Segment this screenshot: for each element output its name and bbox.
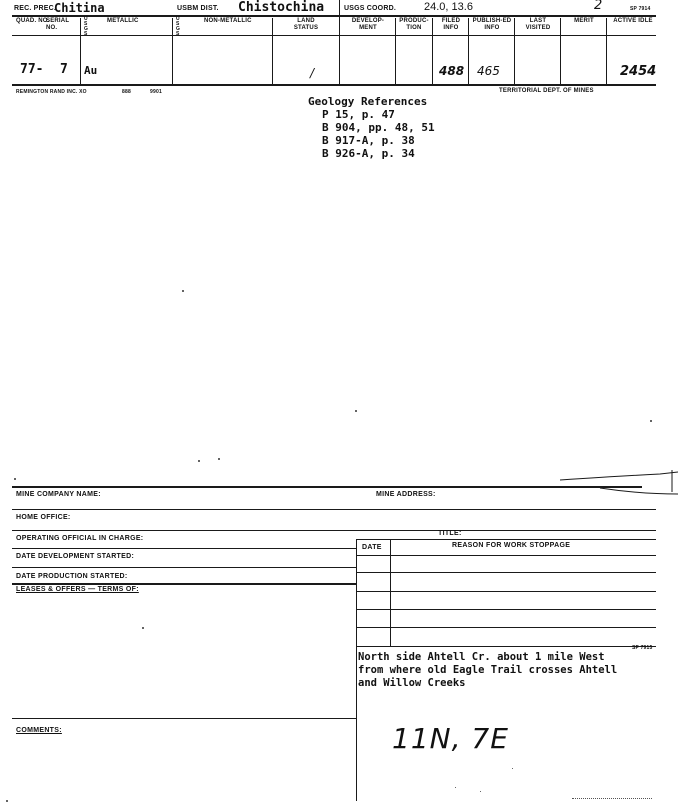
col-production: PRODUC-TION [399, 18, 429, 31]
reason-col-header: REASON FOR WORK STOPPAGE [452, 542, 571, 549]
row-land-status: / [310, 66, 315, 80]
location-note-line: and Willow Creeks [358, 677, 466, 689]
mine-company-name-label: MINE COMPANY NAME: [16, 491, 101, 498]
col-last-visited: LAST VISITED [525, 18, 551, 31]
geology-ref: P 15, p. 47 [322, 108, 395, 121]
home-office-label: HOME OFFICE: [16, 514, 71, 521]
handwritten-grid: 11N, 7E [392, 722, 509, 755]
geology-ref: B 917-A, p. 38 [322, 134, 415, 147]
geology-ref: B 904, pp. 48, 51 [322, 121, 435, 134]
row-published-info: 465 [477, 64, 500, 78]
torn-edge [560, 470, 678, 500]
date-production-label: DATE PRODUCTION STARTED: [16, 573, 128, 580]
col-quad-no: QUAD. NO. [16, 18, 50, 24]
printer-imprint: REMINGTON RAND INC. XO [16, 89, 87, 95]
col-merit: MERIT [574, 18, 594, 24]
row-serial: 7 [60, 62, 68, 77]
form-number: SP 7914 [630, 6, 651, 12]
usbm-dist-label: USBM DIST. [177, 5, 219, 12]
date-development-label: DATE DEVELOPMENT STARTED: [16, 553, 135, 560]
speck [142, 627, 144, 629]
col-usgs-right: U S G S [176, 16, 181, 37]
col-active-idle: ACTIVE IDLE [613, 18, 653, 24]
printer-code-2: 9901 [150, 89, 162, 95]
col-development: DEVELOP-MENT [351, 18, 385, 31]
geology-title: Geology References [308, 95, 428, 108]
usgs-coord-label: USGS COORD. [344, 5, 396, 12]
operating-official-label: OPERATING OFFICIAL IN CHARGE: [16, 535, 144, 542]
col-serial-no: SERIAL NO. [46, 18, 70, 31]
location-note-line: from where old Eagle Trail crosses Ahtell [358, 664, 618, 676]
lower-form-number: SP 7915 [632, 645, 653, 651]
title-label: TITLE: [438, 530, 462, 537]
geology-ref: B 926-A, p. 34 [322, 147, 415, 160]
leases-offers-label: LEASES & OFFERS — TERMS OF: [16, 586, 139, 593]
row-filed-info: 488 [439, 64, 465, 78]
col-metallic: METALLIC [107, 18, 139, 24]
territorial-dept: TERRITORIAL DEPT. OF MINES [499, 88, 594, 94]
col-non-metallic: NON-METALLIC [204, 18, 252, 24]
usbm-dist-value: Chistochina [238, 0, 325, 15]
speck [355, 410, 357, 412]
speck [14, 478, 16, 480]
speck [512, 768, 513, 769]
row-quad: 77- [20, 62, 44, 77]
col-land-status: LAND STATUS [293, 18, 319, 31]
location-note-line: North side Ahtell Cr. about 1 mile West [358, 651, 605, 663]
row-active-idle: 2454 [620, 64, 657, 79]
col-published-info: PUBLISH-ED INFO [472, 18, 512, 31]
speck [6, 800, 8, 802]
speck [455, 787, 456, 788]
speck [218, 458, 220, 460]
col-filed-info: FILED INFO [441, 18, 461, 31]
usgs-coord-value: 24.0, 13.6 [424, 1, 473, 13]
speck [480, 791, 481, 792]
mine-address-label: MINE ADDRESS: [376, 491, 436, 498]
rec-prec-value: Chitina [54, 1, 105, 15]
comments-label: COMMENTS: [16, 727, 62, 734]
speck [182, 290, 184, 292]
col-usgs-left: U S G S [84, 16, 89, 37]
rec-prec-label: REC. PREC. [14, 5, 57, 12]
speck [650, 420, 652, 422]
printer-code-1: 888 [122, 89, 131, 95]
row-metallic: Au [84, 64, 98, 77]
speck [198, 460, 200, 462]
corner-mark: 2 [594, 0, 603, 13]
faint-line [572, 798, 652, 799]
date-col-header: DATE [362, 544, 382, 551]
